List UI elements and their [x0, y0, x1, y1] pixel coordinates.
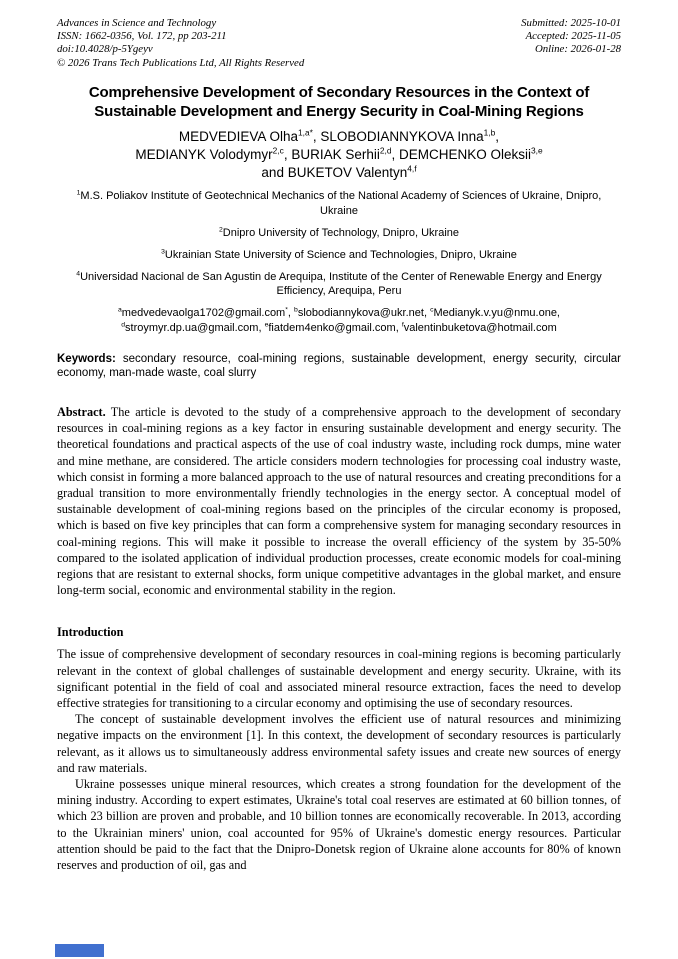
journal-doi: doi:10.4028/p-5Ygeyv [57, 43, 153, 56]
footer-blue-mark [55, 944, 104, 957]
section-heading-introduction: Introduction [57, 625, 124, 640]
abstract-block [57, 404, 621, 598]
keywords-text: secondary resource, coal-mining regions, sustainable development, energy security, circular economy, man-made waste, coal slurry [57, 352, 621, 380]
paper-title [57, 83, 621, 122]
submitted-date: Submitted: 2025-10-01 [521, 17, 621, 29]
author-line-1: MEDVEDIEVA Olha$^{1,a*}$, SLOBODIANNYKOVA Inna$^{1,b}$, [178, 127, 500, 144]
paper-title-line-2: Sustainable Development and Energy Security in Coal-Mining Regions [94, 103, 584, 121]
intro-paragraph-2: The concept of sustainable development involves the efficient use of natural resources and minimizing negative impacts on the environment [1]. In this context, the development of secondary resources is particularly relevant, as it allows us to simultaneously address environmental safety issues and create new sources of energy and raw materials. [57, 712, 621, 775]
author-line-2: MEDIANYK Volodymyr$^{2,c}$, BURIAK Serhii$^{2,d}$, DEMCHENKO Oleksii$^{3,e}$ [135, 145, 543, 163]
intro-paragraph-3: Ukraine possesses unique mineral resources, which creates a strong foundation for the development of the mining industry. According to expert estimates, Ukraine's total coal reserves are estimated at 60 billion tonnes, of which 23 billion are proven and probable, and 10 billion tonnes are economically recoverable. In 2013, according to the Ukrainian miners' union, coal accounted for 95% of Ukraine's domestic energy resources. Particular attention should be paid to the fact that the Dnipro-Donetsk region of Ukraine alone accounts for 80% of known reserves and production of oil, gas and [57, 777, 621, 873]
paper-title-line-1: Comprehensive Development of Secondary Resources in the Context of [88, 83, 590, 101]
abstract-text: The article is devoted to the study of a comprehensive approach to the development of secondary resources in coal-mining regions as a key factor in ensuring sustainable development and energy security. The theoretical foundations and practical aspects of the use of coal industry waste, including rock dumps, mine water and mine methane, are considered. The article considers modern technologies for processing coal industry waste, which consist in forming a more balanced approach to the use of natural resources and creating preconditions for a gradual transition to more environmentally friendly technologies in the energy sector. A conceptual model of sustainable development of coal-mining regions based on the principles of the circular economy is proposed, which is based on five key principles that can form a comprehensive system for managing secondary resources in coal-mining regions. This will make it possible to increase the overall efficiency of the system by 35-50% compared to the isolated application of individual production processes, create economic models for coal-mining regions that are resistant to external shocks, form unique competitive advantages in the global market, and ensure long-term social, economic and environmental stability in the region. [57, 404, 622, 598]
author-emails: $^a$medvedevaolga1702@gmail.com*, $^b$slobodiannykova@ukr.net, $^c$Medianyk.v.yu@nmu.one, $^d$stroymyr.dp.ua@gmail.com, $^e$fiatdem4enko@gmail.com, $^f$valentinbuketova@hotmail.com [118, 306, 560, 334]
accepted-date: Accepted: 2025-11-05 [525, 30, 621, 43]
keywords-label: Keywords: [57, 352, 116, 365]
masthead-right [521, 17, 621, 57]
journal-issn-volume: ISSN: 1662-0356, Vol. 172, pp 203-211 [57, 30, 227, 43]
online-date: Online: 2026-01-28 [534, 43, 621, 56]
affiliation-4: $^4$Universidad Nacional de San Agustin de Arequipa, Institute of the Center of Renewable Energy and Energy Efficiency, Arequipa, Peru [76, 269, 602, 298]
journal-copyright: © 2026 Trans Tech Publications Ltd, All Rights Reserved [57, 56, 305, 69]
masthead-left [57, 17, 304, 70]
affiliation-3: $^3$Ukrainian State University of Science and Technologies, Dnipro, Ukraine [161, 248, 517, 261]
abstract-label: Abstract. [57, 404, 106, 419]
intro-paragraph-1: The issue of comprehensive development of secondary resources in coal-mining regions is becoming particularly relevant in the context of global challenges of sustainable development and energy security. Ukraine, with its significant potential in the field of coal and associated mineral resource extraction, faces the need to develop effective strategies for transitioning to a circular economy and optimising the use of secondary resources. [57, 647, 621, 711]
author-line-3: and BUKETOV Valentyn$^{4,f}$ [261, 163, 417, 181]
author-list [57, 128, 621, 183]
affiliation-2: $^2$Dnipro University of Technology, Dnipro, Ukraine [219, 226, 459, 240]
journal-masthead [57, 17, 621, 70]
affiliation-1: $^1$M.S. Poliakov Institute of Geotechnical Mechanics of the National Academy of Sciences of Ukraine, Dnipro, Ukraine [76, 189, 602, 218]
journal-name: Advances in Science and Technology [57, 17, 217, 29]
keywords-block [57, 352, 621, 381]
